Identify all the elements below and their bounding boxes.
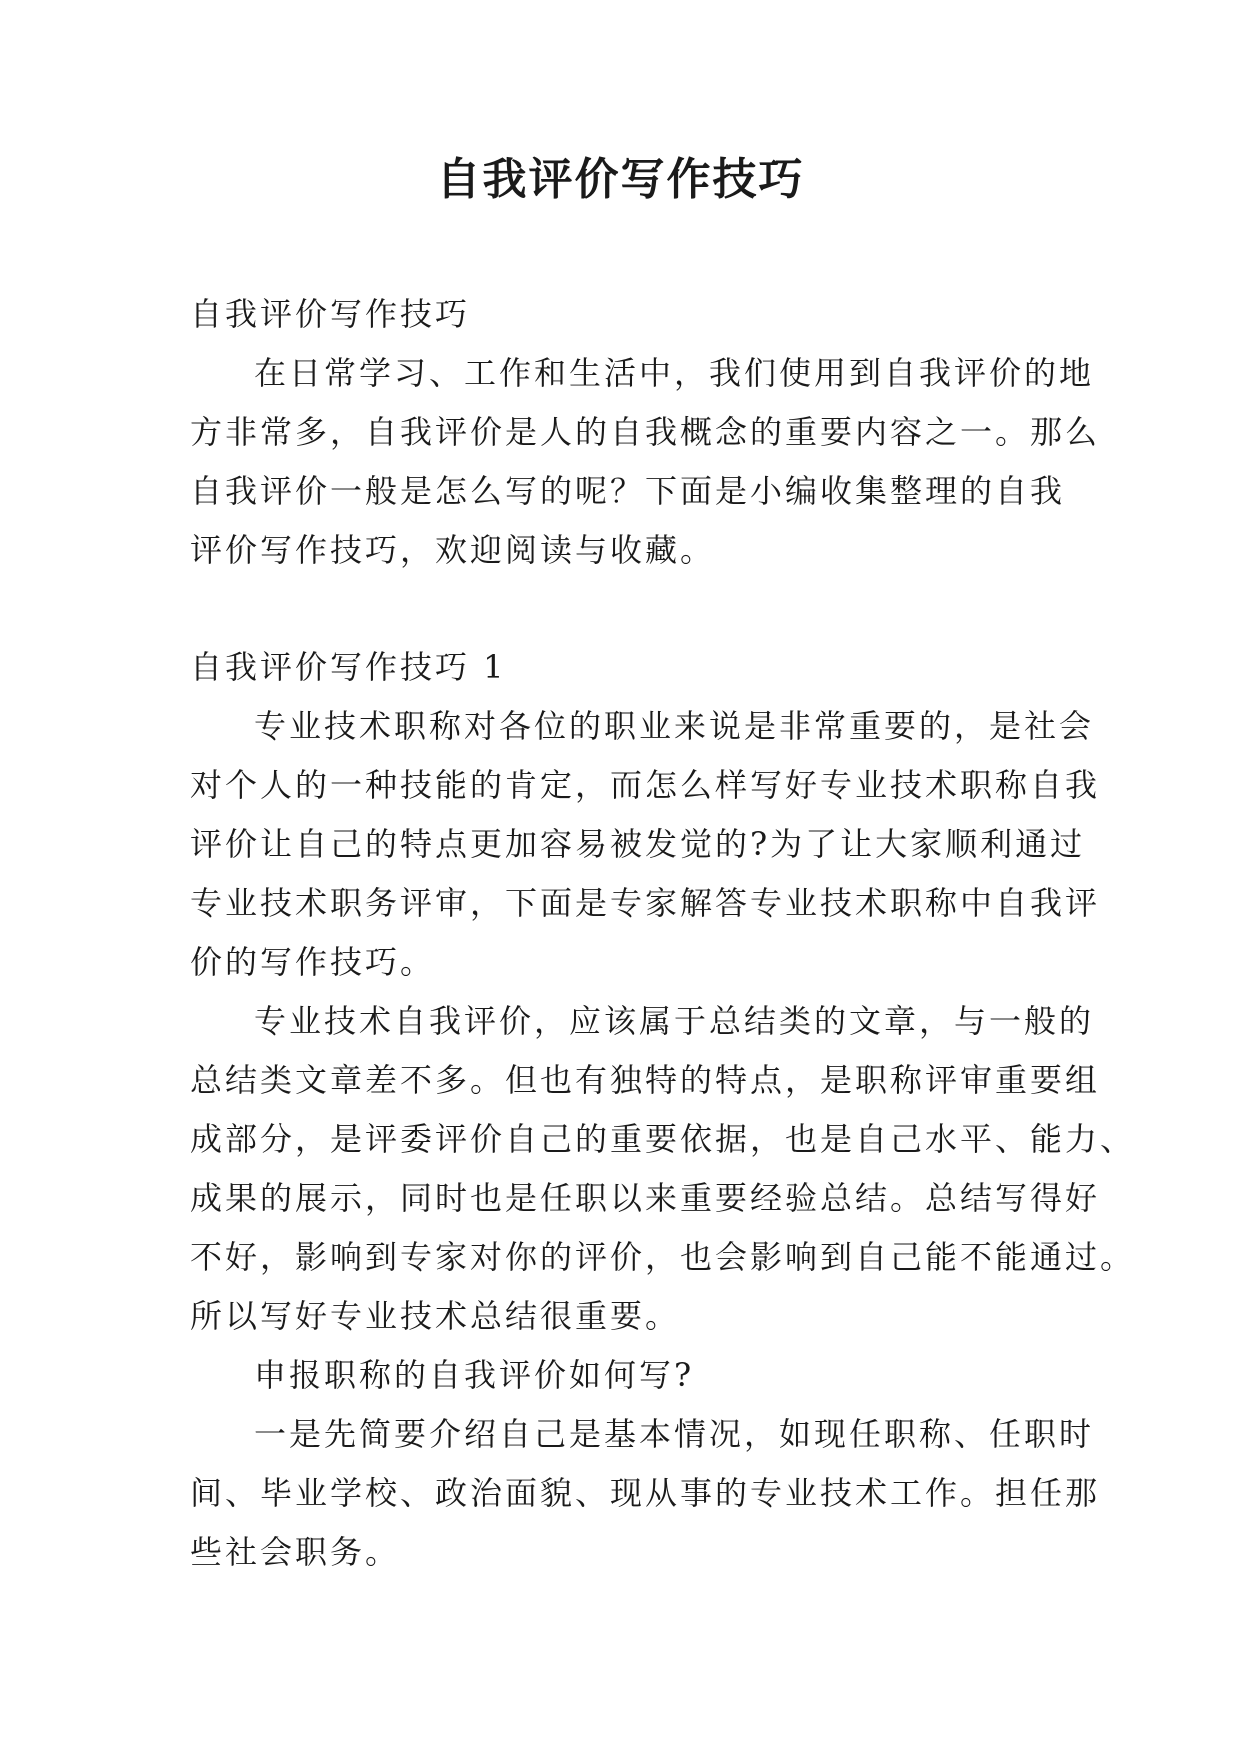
paragraph-line: 一是先简要介绍自己是基本情况，如现任职称、任职时 — [254, 1415, 1095, 1453]
paragraph-line: 评价写作技巧，欢迎阅读与收藏。 — [190, 531, 716, 569]
paragraph-line: 些社会职务。 — [190, 1533, 401, 1571]
paragraph-line: 专业技术职称对各位的职业来说是非常重要的，是社会 — [254, 707, 1095, 745]
section-1-paragraph-1 — [190, 697, 1101, 992]
paragraph-line: 价的写作技巧。 — [190, 943, 436, 981]
section-1-paragraph-2 — [190, 992, 1136, 1346]
intro-paragraph — [190, 344, 1101, 580]
intro-heading: 自我评价写作技巧 — [190, 295, 471, 333]
paragraph-line: 总结类文章差不多。但也有独特的特点，是职称评审重要组 — [190, 1061, 1101, 1099]
paragraph-line: 在日常学习、工作和生活中，我们使用到自我评价的地 — [254, 354, 1095, 392]
section-1-question: 申报职称的自我评价如何写? — [254, 1356, 695, 1394]
paragraph-line: 对个人的一种技能的肯定，而怎么样写好专业技术职称自我 — [190, 766, 1101, 804]
section-spacer — [190, 580, 1050, 638]
paragraph-line: 间、毕业学校、政治面貌、现从事的专业技术工作。担任那 — [190, 1474, 1101, 1512]
paragraph-line: 不好，影响到专家对你的评价，也会影响到自己能不能通过。 — [190, 1238, 1136, 1276]
paragraph-line: 成果的展示，同时也是任职以来重要经验总结。总结写得好 — [190, 1179, 1101, 1217]
paragraph-line: 专业技术自我评价，应该属于总结类的文章，与一般的 — [254, 1002, 1095, 1040]
section-1-paragraph-3 — [190, 1405, 1101, 1582]
section-1-heading: 自我评价写作技巧 1 — [190, 648, 507, 686]
paragraph-line: 成部分，是评委评价自己的重要依据，也是自己水平、能力、 — [190, 1120, 1136, 1158]
document-body — [190, 285, 1136, 1582]
paragraph-line: 专业技术职务评审，下面是专家解答专业技术职称中自我评 — [190, 884, 1101, 922]
document-title: 自我评价写作技巧 — [436, 154, 805, 205]
paragraph-line: 自我评价一般是怎么写的呢？下面是小编收集整理的自我 — [190, 472, 1066, 510]
paragraph-line: 方非常多，自我评价是人的自我概念的重要内容之一。那么 — [190, 413, 1101, 451]
paragraph-line: 评价让自己的特点更加容易被发觉的?为了让大家顺利通过 — [190, 825, 1086, 863]
paragraph-line: 所以写好专业技术总结很重要。 — [190, 1297, 681, 1335]
